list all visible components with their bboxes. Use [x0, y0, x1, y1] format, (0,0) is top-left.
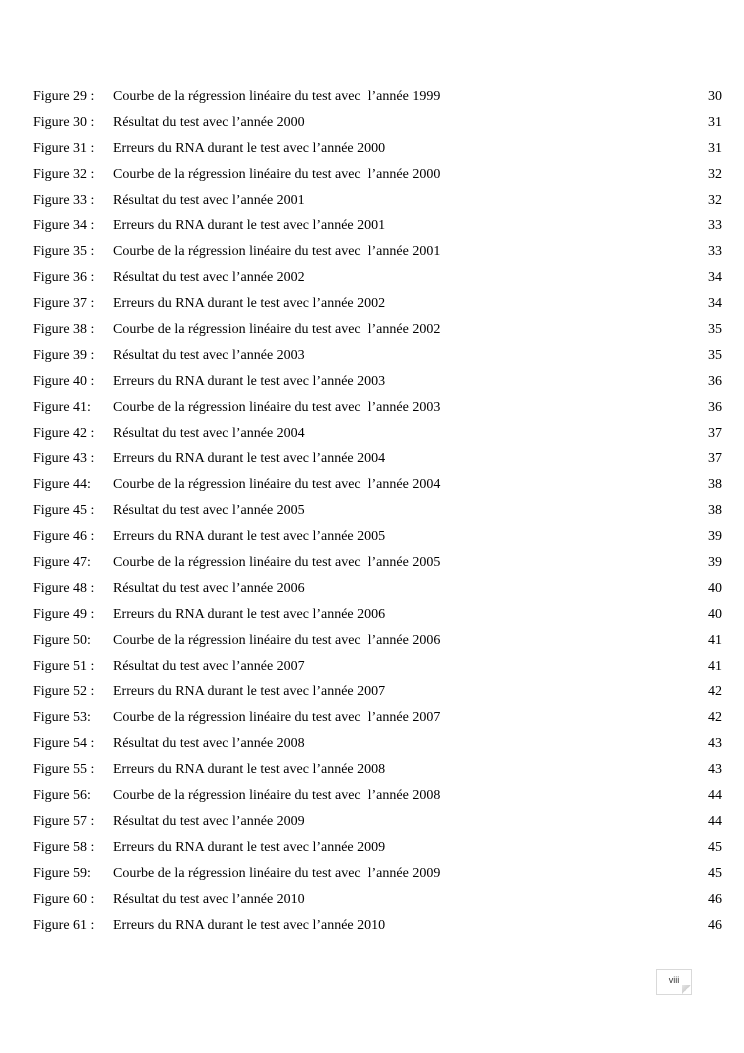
figure-page-number: 32 [708, 192, 722, 208]
figure-title: Courbe de la régression linéaire du test avec l’année 1999 [113, 89, 441, 104]
figure-title: Résultat du test avec l’année 2008 [113, 736, 305, 752]
toc-entry[interactable] [33, 604, 722, 630]
toc-entry[interactable] [33, 681, 722, 707]
figure-label: Figure 34 : [33, 218, 95, 234]
figure-label: Figure 38 : [33, 322, 95, 338]
figure-label: Figure 54 : [33, 736, 95, 752]
toc-entry[interactable] [33, 915, 722, 941]
figure-page-number: 40 [708, 580, 722, 596]
figure-title: Résultat du test avec l’année 2001 [113, 192, 305, 208]
toc-entry[interactable] [33, 86, 722, 112]
page-number: viii [668, 975, 680, 985]
toc-entry[interactable] [33, 164, 722, 190]
figure-page-number: 31 [708, 140, 722, 156]
figure-title: Résultat du test avec l’année 2000 [113, 114, 305, 130]
toc-entry[interactable] [33, 112, 722, 138]
toc-entry[interactable] [33, 293, 722, 319]
figure-label: Figure 29 : [33, 89, 95, 104]
figure-label: Figure 31 : [33, 140, 95, 156]
figure-label: Figure 49 : [33, 606, 95, 622]
figure-label: Figure 45 : [33, 503, 95, 519]
figure-title: Erreurs du RNA durant le test avec l’année 2009 [113, 839, 386, 855]
figure-page-number: 41 [708, 658, 722, 674]
toc-entry[interactable] [33, 811, 722, 837]
figure-label: Figure 60 : [33, 891, 95, 907]
figure-title: Résultat du test avec l’année 2005 [113, 503, 305, 519]
figure-label: Figure 41: [33, 399, 91, 415]
figure-title: Erreurs du RNA durant le test avec l’année 2008 [113, 762, 386, 778]
figure-title: Erreurs du RNA durant le test avec l’année 2006 [113, 606, 386, 622]
figure-title: Courbe de la régression linéaire du test avec l’année 2009 [113, 865, 441, 881]
figure-title: Résultat du test avec l’année 2007 [113, 658, 305, 674]
figure-page-number: 46 [708, 891, 722, 907]
figure-page-number: 39 [708, 529, 722, 545]
figure-page-number: 32 [708, 166, 722, 182]
toc-entry[interactable] [33, 630, 722, 656]
figure-label: Figure 42 : [33, 425, 95, 441]
figure-label: Figure 50: [33, 632, 91, 648]
page-number-box [656, 969, 692, 995]
toc-entry[interactable] [33, 190, 722, 216]
figure-page-number: 38 [708, 477, 722, 493]
figure-page-number: 37 [708, 425, 722, 441]
toc-entry[interactable] [33, 397, 722, 423]
toc-entry[interactable] [33, 889, 722, 915]
figure-label: Figure 61 : [33, 917, 95, 933]
figure-label: Figure 46 : [33, 529, 95, 545]
figure-page-number: 45 [708, 839, 722, 855]
figure-title: Erreurs du RNA durant le test avec l’année 2001 [113, 218, 386, 234]
figure-title: Erreurs du RNA durant le test avec l’année 2010 [113, 917, 386, 933]
figure-page-number: 33 [708, 244, 722, 260]
figure-label: Figure 37 : [33, 296, 95, 312]
figure-label: Figure 53: [33, 710, 91, 726]
figure-page-number: 33 [708, 218, 722, 234]
figure-page-number: 35 [708, 347, 722, 363]
figure-title: Erreurs du RNA durant le test avec l’année 2003 [113, 373, 386, 389]
figure-page-number: 35 [708, 322, 722, 338]
figure-label: Figure 44: [33, 477, 91, 493]
figure-label: Figure 51 : [33, 658, 95, 674]
toc-entry[interactable] [33, 423, 722, 449]
figure-title: Résultat du test avec l’année 2004 [113, 425, 305, 441]
figure-page-number: 31 [708, 114, 722, 130]
figure-page-number: 44 [708, 788, 722, 804]
figure-page-number: 46 [708, 917, 722, 933]
figure-title: Résultat du test avec l’année 2002 [113, 270, 305, 286]
toc-entry[interactable] [33, 474, 722, 500]
figure-title: Courbe de la régression linéaire du test avec l’année 2003 [113, 399, 441, 415]
page-curl-icon [682, 985, 691, 994]
figure-title: Erreurs du RNA durant le test avec l’année 2000 [113, 140, 386, 156]
figure-title: Erreurs du RNA durant le test avec l’année 2002 [113, 296, 386, 312]
figure-label: Figure 59: [33, 865, 91, 881]
toc-entry[interactable] [33, 345, 722, 371]
figure-title: Courbe de la régression linéaire du test avec l’année 2007 [113, 710, 441, 726]
figure-page-number: 34 [708, 270, 722, 286]
figure-page-number: 41 [708, 632, 722, 648]
figure-label: Figure 39 : [33, 347, 95, 363]
toc-entry[interactable] [33, 656, 722, 682]
figure-label: Figure 32 : [33, 166, 95, 182]
toc-entry[interactable] [33, 785, 722, 811]
figure-page-number: 42 [708, 684, 722, 700]
toc-entry[interactable] [33, 448, 722, 474]
toc-entry[interactable] [33, 759, 722, 785]
figure-label: Figure 52 : [33, 684, 95, 700]
figure-title: Courbe de la régression linéaire du test avec l’année 2002 [113, 322, 441, 338]
figure-title: Courbe de la régression linéaire du test avec l’année 2000 [113, 166, 441, 182]
figure-page-number: 39 [708, 555, 722, 571]
toc-entry[interactable] [33, 578, 722, 604]
figure-label: Figure 56: [33, 788, 91, 804]
toc-entry[interactable] [33, 500, 722, 526]
figure-title: Résultat du test avec l’année 2009 [113, 813, 305, 829]
figure-title: Courbe de la régression linéaire du test avec l’année 2006 [113, 632, 441, 648]
toc-entry[interactable] [33, 552, 722, 578]
figure-page-number: 37 [708, 451, 722, 467]
toc-entry[interactable] [33, 267, 722, 293]
figure-title: Erreurs du RNA durant le test avec l’année 2007 [113, 684, 386, 700]
figure-label: Figure 43 : [33, 451, 95, 467]
figure-title: Courbe de la régression linéaire du test avec l’année 2004 [113, 477, 441, 493]
figure-label: Figure 30 : [33, 114, 95, 130]
figure-label: Figure 55 : [33, 762, 95, 778]
figure-page-number: 34 [708, 296, 722, 312]
figure-page-number: 36 [708, 399, 722, 415]
toc-entry[interactable] [33, 138, 722, 164]
figure-label: Figure 47: [33, 555, 91, 571]
figure-label: Figure 33 : [33, 192, 95, 208]
figure-page-number: 43 [708, 762, 722, 778]
figure-page-number: 43 [708, 736, 722, 752]
figure-title: Erreurs du RNA durant le test avec l’année 2004 [113, 451, 386, 467]
figure-page-number: 30 [708, 89, 722, 104]
toc-entry[interactable] [33, 241, 722, 267]
figure-title: Courbe de la régression linéaire du test avec l’année 2005 [113, 555, 441, 571]
figure-label: Figure 48 : [33, 580, 95, 596]
toc-entry[interactable] [33, 319, 722, 345]
figure-page-number: 38 [708, 503, 722, 519]
toc-entry[interactable] [33, 215, 722, 241]
figure-title: Courbe de la régression linéaire du test avec l’année 2001 [113, 244, 441, 260]
figure-label: Figure 57 : [33, 813, 95, 829]
figure-title: Résultat du test avec l’année 2010 [113, 891, 305, 907]
figure-title: Courbe de la régression linéaire du test avec l’année 2008 [113, 788, 441, 804]
figure-page-number: 45 [708, 865, 722, 881]
figure-page-number: 42 [708, 710, 722, 726]
figure-title: Résultat du test avec l’année 2003 [113, 347, 305, 363]
figure-title: Erreurs du RNA durant le test avec l’année 2005 [113, 529, 386, 545]
figure-label: Figure 58 : [33, 839, 95, 855]
figure-label: Figure 36 : [33, 270, 95, 286]
figure-page-number: 40 [708, 606, 722, 622]
toc-entry[interactable] [33, 371, 722, 397]
list-of-figures [33, 86, 722, 940]
toc-entry[interactable] [33, 526, 722, 552]
toc-entry[interactable] [33, 733, 722, 759]
figure-label: Figure 40 : [33, 373, 95, 389]
figure-title: Résultat du test avec l’année 2006 [113, 580, 305, 596]
figure-page-number: 44 [708, 813, 722, 829]
toc-entry[interactable] [33, 707, 722, 733]
figure-label: Figure 35 : [33, 244, 95, 260]
figure-page-number: 36 [708, 373, 722, 389]
toc-entry[interactable] [33, 863, 722, 889]
toc-entry[interactable] [33, 837, 722, 863]
